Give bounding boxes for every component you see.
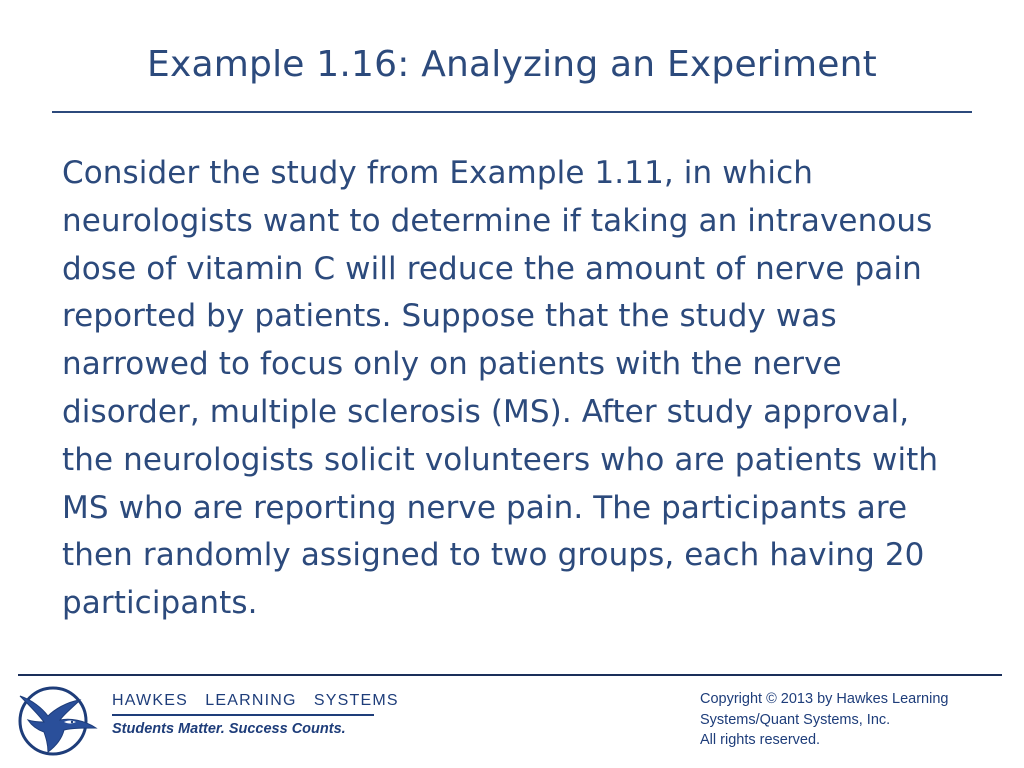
slide-body-text: Consider the study from Example 1.11, in which neurologists want to determine if taking an intravenous dose of vitamin C will reduce the amount of nerve pain reported by patients. Suppose that the study was narrowed to focus only on patients with the nerve disorder, multiple sclerosis (MS). After study approval, the neurologists solicit volunteers who are patients with MS who are reporting nerve pain. The participants are then randomly assigned to two groups, each having 20 participants. (62, 155, 939, 622)
brand-name: HAWKES LEARNING SYSTEMS (112, 692, 399, 709)
copyright-line: Copyright © 2013 by Hawkes Learning (700, 691, 949, 707)
copyright-line: All rights reserved. (700, 732, 821, 748)
footer-divider (18, 674, 1002, 676)
brand-underline (112, 714, 374, 716)
slide-title: Example 1.16: Analyzing an Experiment (147, 44, 877, 85)
copyright-notice (700, 689, 1010, 751)
eagle-logo-icon (14, 682, 100, 760)
brand-tagline: Students Matter. Success Counts. (112, 721, 346, 737)
title-divider (52, 111, 972, 113)
copyright-line: Systems/Quant Systems, Inc. (700, 711, 891, 728)
